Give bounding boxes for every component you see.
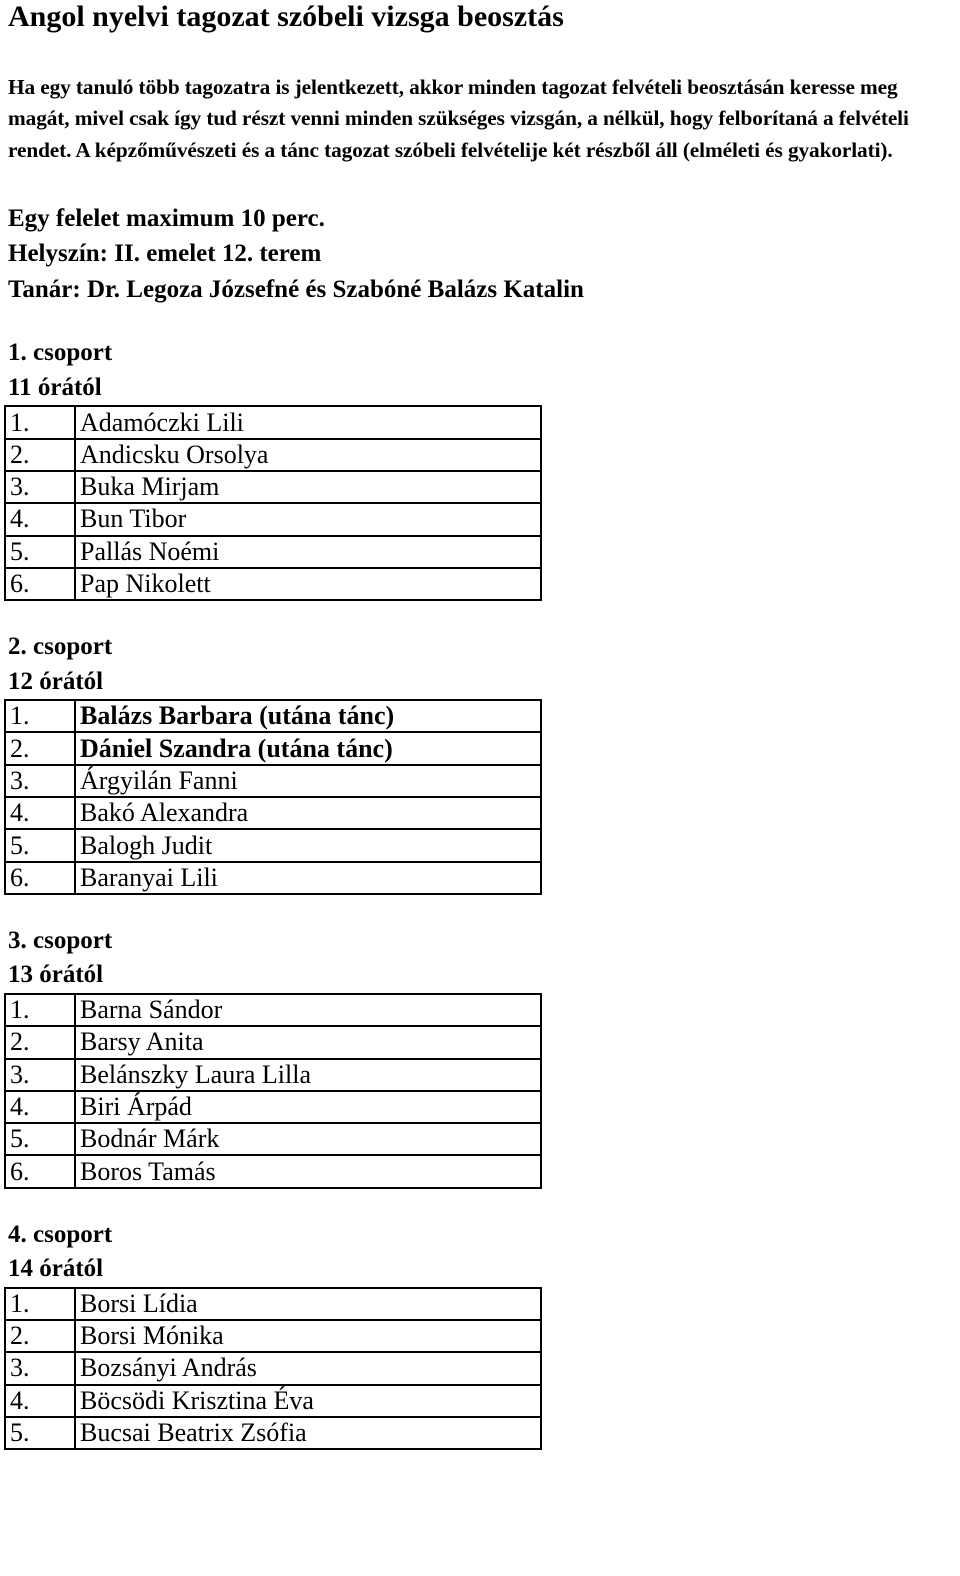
row-number: 4. bbox=[5, 797, 75, 829]
row-number: 5. bbox=[5, 1123, 75, 1155]
group-1 bbox=[8, 336, 952, 601]
student-name: Bun Tibor bbox=[75, 503, 541, 535]
table-row bbox=[5, 439, 541, 471]
table-row bbox=[5, 1352, 541, 1384]
table-row bbox=[5, 1320, 541, 1352]
table-row bbox=[5, 536, 541, 568]
location-text: Helyszín: II. emelet 12. terem bbox=[8, 240, 322, 268]
group-4 bbox=[8, 1218, 952, 1450]
group-label: 3. csoport bbox=[8, 926, 113, 954]
table-row bbox=[5, 471, 541, 503]
row-number: 1. bbox=[5, 1288, 75, 1320]
student-table bbox=[4, 993, 542, 1189]
table-row bbox=[5, 503, 541, 535]
student-name: Böcsödi Krisztina Éva bbox=[75, 1385, 541, 1417]
table-row bbox=[5, 862, 541, 894]
group-time: 12 órától bbox=[8, 667, 104, 695]
table-row bbox=[5, 1155, 541, 1187]
table-row bbox=[5, 406, 541, 438]
group-3 bbox=[8, 924, 952, 1189]
table-row bbox=[5, 765, 541, 797]
student-name: Árgyilán Fanni bbox=[75, 765, 541, 797]
row-number: 5. bbox=[5, 829, 75, 861]
row-number: 5. bbox=[5, 1417, 75, 1449]
duration-text: Egy felelet maximum 10 perc. bbox=[8, 204, 325, 232]
student-name: Pallás Noémi bbox=[75, 536, 541, 568]
row-number: 5. bbox=[5, 536, 75, 568]
table-row bbox=[5, 1385, 541, 1417]
table-row bbox=[5, 1417, 541, 1449]
document-page bbox=[8, 0, 952, 1450]
row-number: 2. bbox=[5, 1026, 75, 1058]
exam-info bbox=[8, 201, 952, 308]
row-number: 1. bbox=[5, 994, 75, 1026]
row-number: 2. bbox=[5, 1320, 75, 1352]
row-number: 1. bbox=[5, 700, 75, 732]
table-row bbox=[5, 797, 541, 829]
group-label: 2. csoport bbox=[8, 633, 113, 661]
group-2 bbox=[8, 630, 952, 895]
teacher-text: Tanár: Dr. Legoza Józsefné és Szabóné Balázs Katalin bbox=[8, 275, 584, 303]
table-row bbox=[5, 700, 541, 732]
student-name: Baranyai Lili bbox=[75, 862, 541, 894]
student-name: Balázs Barbara (utána tánc) bbox=[75, 700, 541, 732]
student-table bbox=[4, 405, 542, 601]
student-name: Buka Mirjam bbox=[75, 471, 541, 503]
group-time: 11 órától bbox=[8, 373, 102, 401]
row-number: 2. bbox=[5, 439, 75, 471]
row-number: 3. bbox=[5, 765, 75, 797]
table-row bbox=[5, 829, 541, 861]
row-number: 6. bbox=[5, 1155, 75, 1187]
table-row bbox=[5, 1059, 541, 1091]
row-number: 6. bbox=[5, 862, 75, 894]
row-number: 4. bbox=[5, 1385, 75, 1417]
row-number: 3. bbox=[5, 1059, 75, 1091]
table-row bbox=[5, 1026, 541, 1058]
page-title: Angol nyelvi tagozat szóbeli vizsga beosztás bbox=[8, 0, 564, 33]
student-name: Andicsku Orsolya bbox=[75, 439, 541, 471]
row-number: 3. bbox=[5, 471, 75, 503]
table-row bbox=[5, 1288, 541, 1320]
student-name: Pap Nikolett bbox=[75, 568, 541, 600]
intro-paragraph: Ha egy tanuló több tagozatra is jelentkezett, akkor minden tagozat felvételi beosztásán keresse meg magát, mivel csak így tud részt venni minden szükséges vizsgán, a nélkül, hogy felborítaná a felvételi rendet. A képzőművészeti és a tánc tagozat szóbeli felvételije két részből áll (elméleti és gyakorlati). bbox=[8, 75, 909, 162]
student-name: Borsi Mónika bbox=[75, 1320, 541, 1352]
student-name: Belánszky Laura Lilla bbox=[75, 1059, 541, 1091]
student-name: Bodnár Márk bbox=[75, 1123, 541, 1155]
table-row bbox=[5, 568, 541, 600]
student-table bbox=[4, 1287, 542, 1450]
student-name: Barsy Anita bbox=[75, 1026, 541, 1058]
table-row bbox=[5, 994, 541, 1026]
student-name: Adamóczki Lili bbox=[75, 406, 541, 438]
student-name: Borsi Lídia bbox=[75, 1288, 541, 1320]
student-name: Biri Árpád bbox=[75, 1091, 541, 1123]
table-row bbox=[5, 1123, 541, 1155]
group-label: 4. csoport bbox=[8, 1220, 113, 1248]
row-number: 1. bbox=[5, 406, 75, 438]
student-name: Bakó Alexandra bbox=[75, 797, 541, 829]
student-name: Barna Sándor bbox=[75, 994, 541, 1026]
group-time: 14 órától bbox=[8, 1255, 104, 1283]
row-number: 6. bbox=[5, 568, 75, 600]
row-number: 4. bbox=[5, 1091, 75, 1123]
row-number: 2. bbox=[5, 732, 75, 764]
row-number: 4. bbox=[5, 503, 75, 535]
student-name: Boros Tamás bbox=[75, 1155, 541, 1187]
group-time: 13 órától bbox=[8, 961, 104, 989]
student-name: Bozsányi András bbox=[75, 1352, 541, 1384]
row-number: 3. bbox=[5, 1352, 75, 1384]
student-name: Dániel Szandra (utána tánc) bbox=[75, 732, 541, 764]
student-table bbox=[4, 699, 542, 895]
group-label: 1. csoport bbox=[8, 339, 113, 367]
student-name: Bucsai Beatrix Zsófia bbox=[75, 1417, 541, 1449]
table-row bbox=[5, 732, 541, 764]
student-name: Balogh Judit bbox=[75, 829, 541, 861]
table-row bbox=[5, 1091, 541, 1123]
